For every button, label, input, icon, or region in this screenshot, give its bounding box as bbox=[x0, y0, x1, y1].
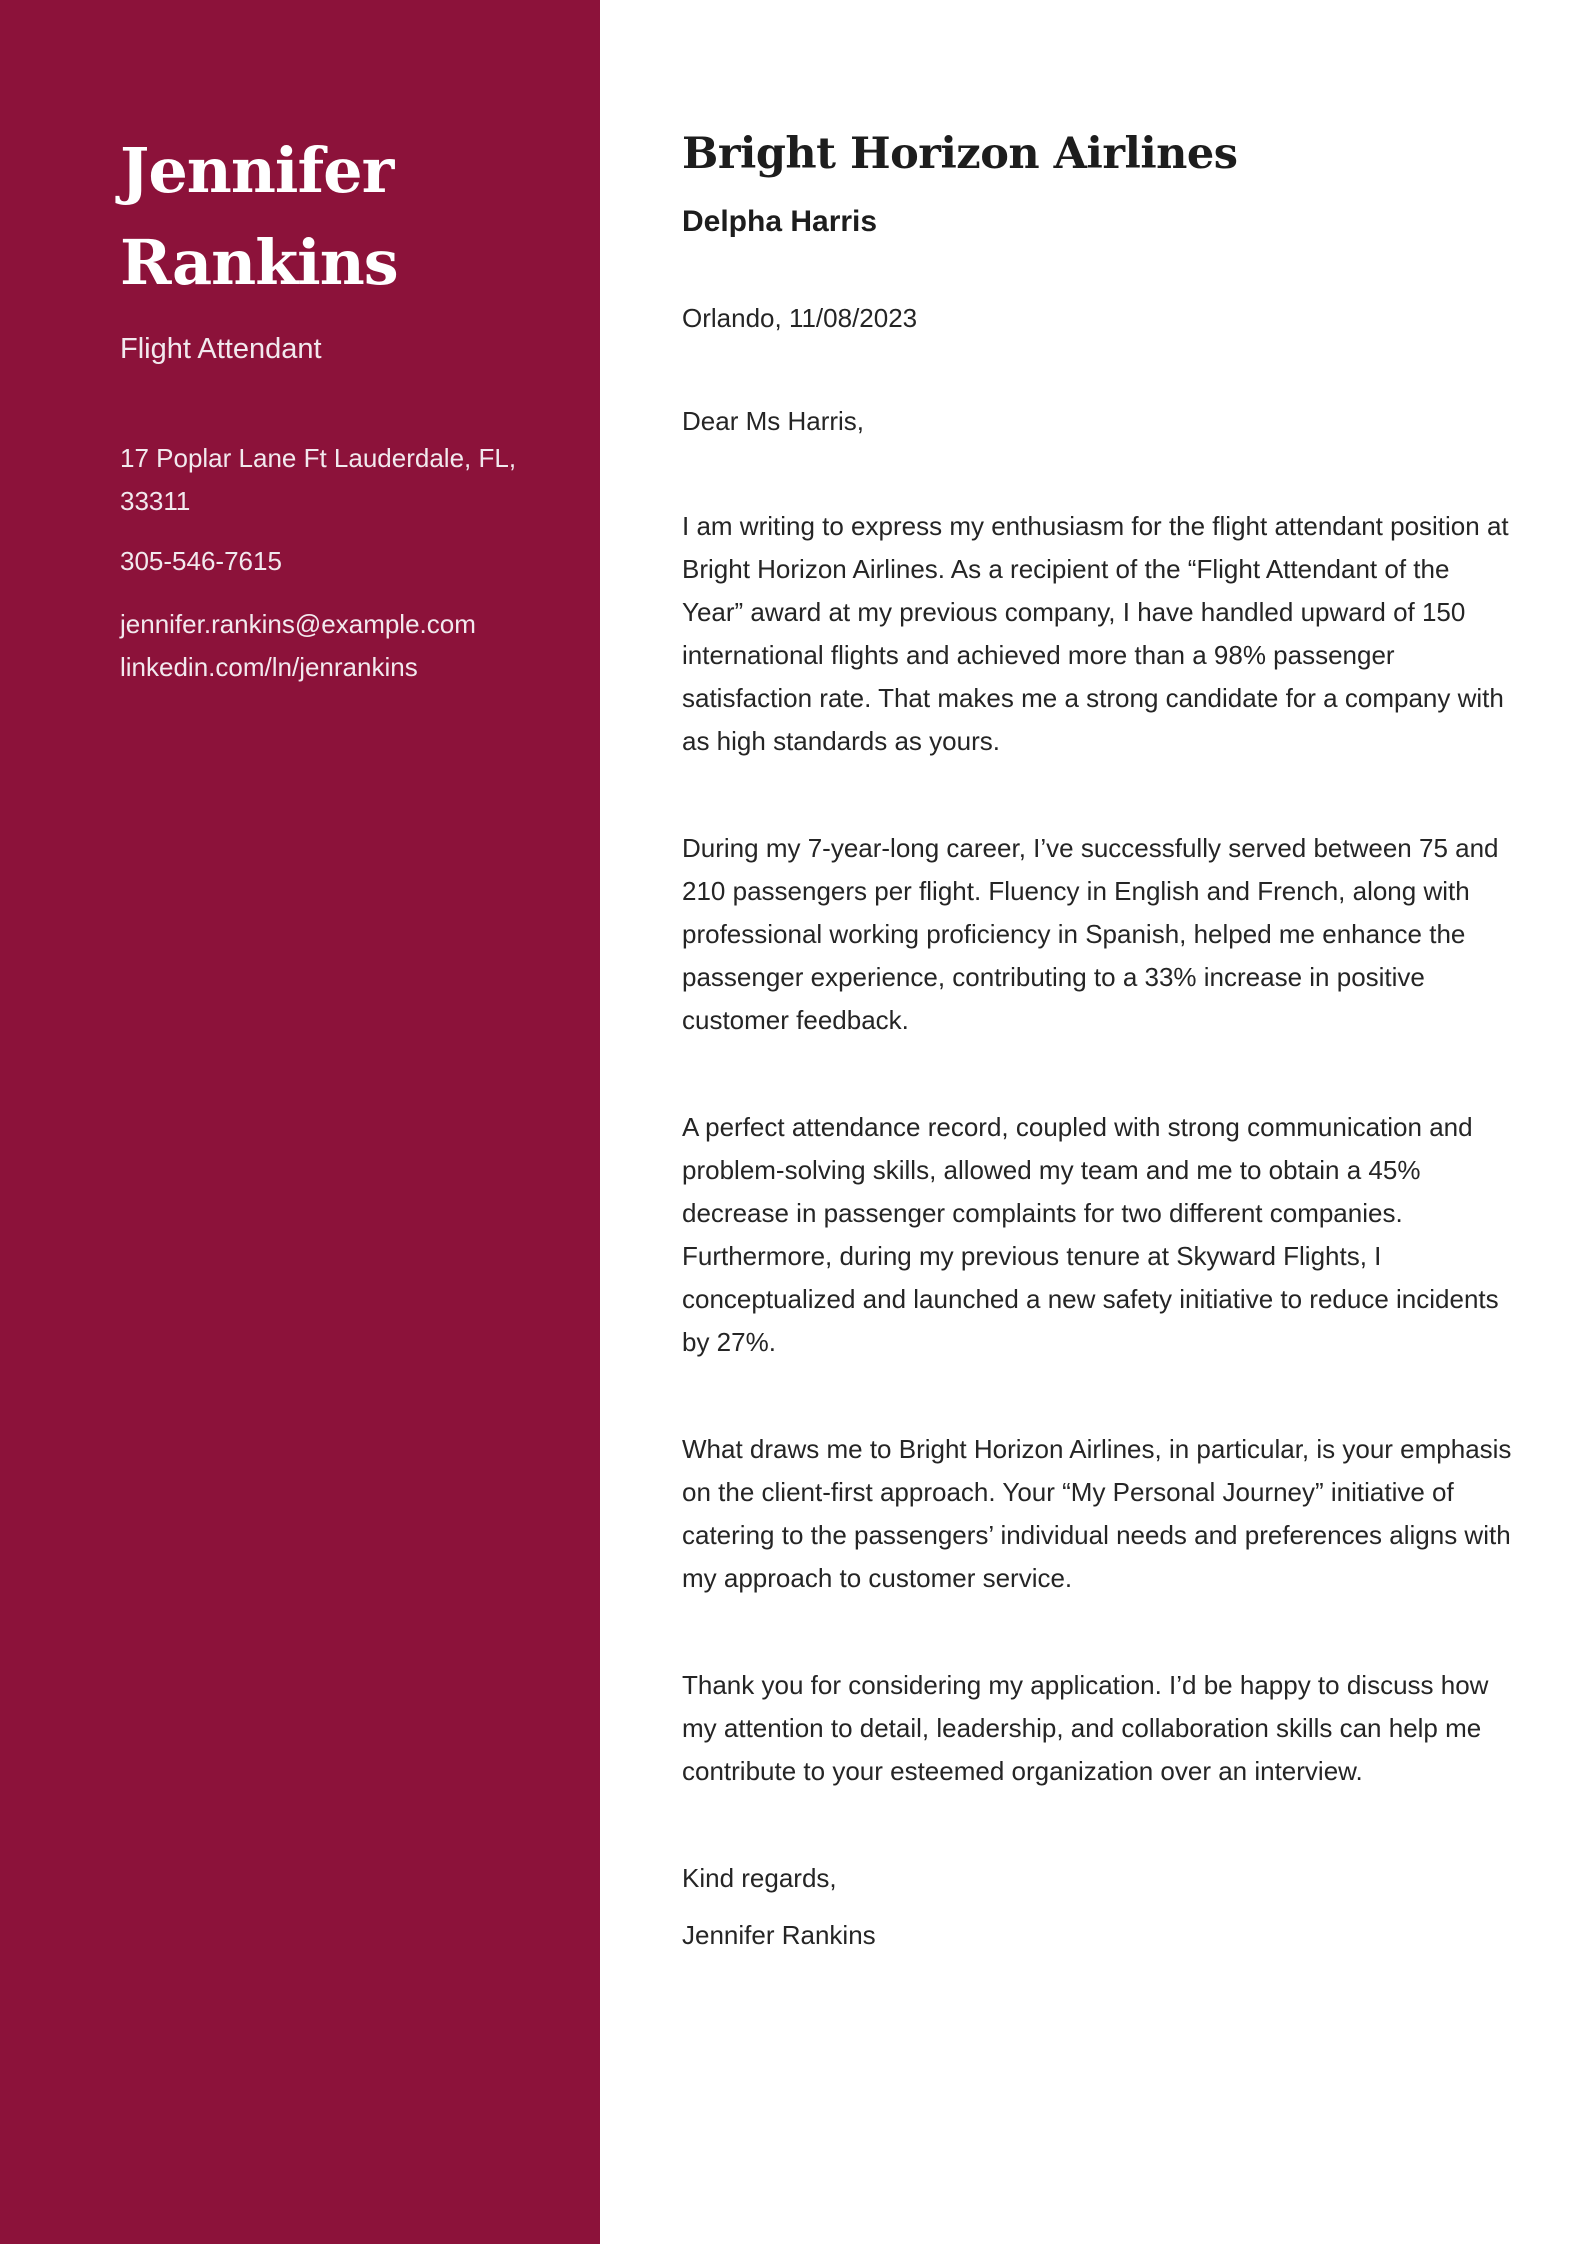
company-name: Bright Horizon Airlines bbox=[682, 129, 1238, 179]
closing: Kind regards, bbox=[682, 1863, 837, 1893]
candidate-name bbox=[120, 125, 558, 309]
letter-paragraph-1: I am writing to express my enthusiasm for the flight attendant position at Bright Horizon Airlines. As a recipient of the “Flight Attendant of the Year” award at my previous company, I have handled upward of 150 international flights and achieved more than a 98% passenger satisfaction rate. That makes me a strong candidate for a company with as high standards as yours. bbox=[682, 511, 1509, 756]
address-line-1: 17 Poplar Lane Ft Lauderdale, FL, bbox=[120, 443, 517, 473]
salutation: Dear Ms Harris, bbox=[682, 406, 865, 436]
letter-paragraph-2: During my 7-year-long career, I’ve successfully served between 75 and 210 passengers per flight. Fluency in English and French, along with professional working proficiency in Spanish, helped me enhance the passenger experience, contributing to a 33% increase in positive customer feedback. bbox=[682, 833, 1499, 1035]
letter-paragraph-5: Thank you for considering my application. I’d be happy to discuss how my attention to detail, leadership, and collaboration skills can help me contribute to your esteemed organization over an interview. bbox=[682, 1670, 1489, 1786]
job-title: Flight Attendant bbox=[120, 333, 322, 365]
linkedin-url: linkedin.com/ln/jenrankins bbox=[120, 652, 418, 682]
date-line: Orlando, 11/08/2023 bbox=[682, 303, 918, 333]
phone-number: 305-546-7615 bbox=[120, 546, 282, 576]
address-line-2: 33311 bbox=[120, 486, 191, 516]
letter-paragraph-4: What draws me to Bright Horizon Airlines, in particular, is your emphasis on the client-first approach. Your “My Personal Journey” initiative of catering to the passengers’ individual needs and preferences aligns with my approach to customer service. bbox=[682, 1434, 1512, 1593]
recipient-name: Delpha Harris bbox=[682, 205, 878, 238]
candidate-last-name: Rankins bbox=[120, 226, 398, 299]
candidate-first-name: Jennifer bbox=[120, 134, 394, 207]
letter-body bbox=[600, 0, 1588, 2244]
letter-paragraph-3: A perfect attendance record, coupled with strong communication and problem-solving skills, allowed my team and me to obtain a 45% decrease in passenger complaints for two different companies. Furthermore, during my previous tenure at Skyward Flights, I conceptualized and launched a new safety initiative to reduce incidents by 27%. bbox=[682, 1112, 1499, 1357]
contact-info bbox=[120, 437, 558, 689]
email-address: jennifer.rankins@example.com bbox=[120, 609, 476, 639]
sidebar bbox=[0, 0, 600, 2244]
signature-name: Jennifer Rankins bbox=[682, 1920, 876, 1950]
address bbox=[120, 437, 558, 523]
